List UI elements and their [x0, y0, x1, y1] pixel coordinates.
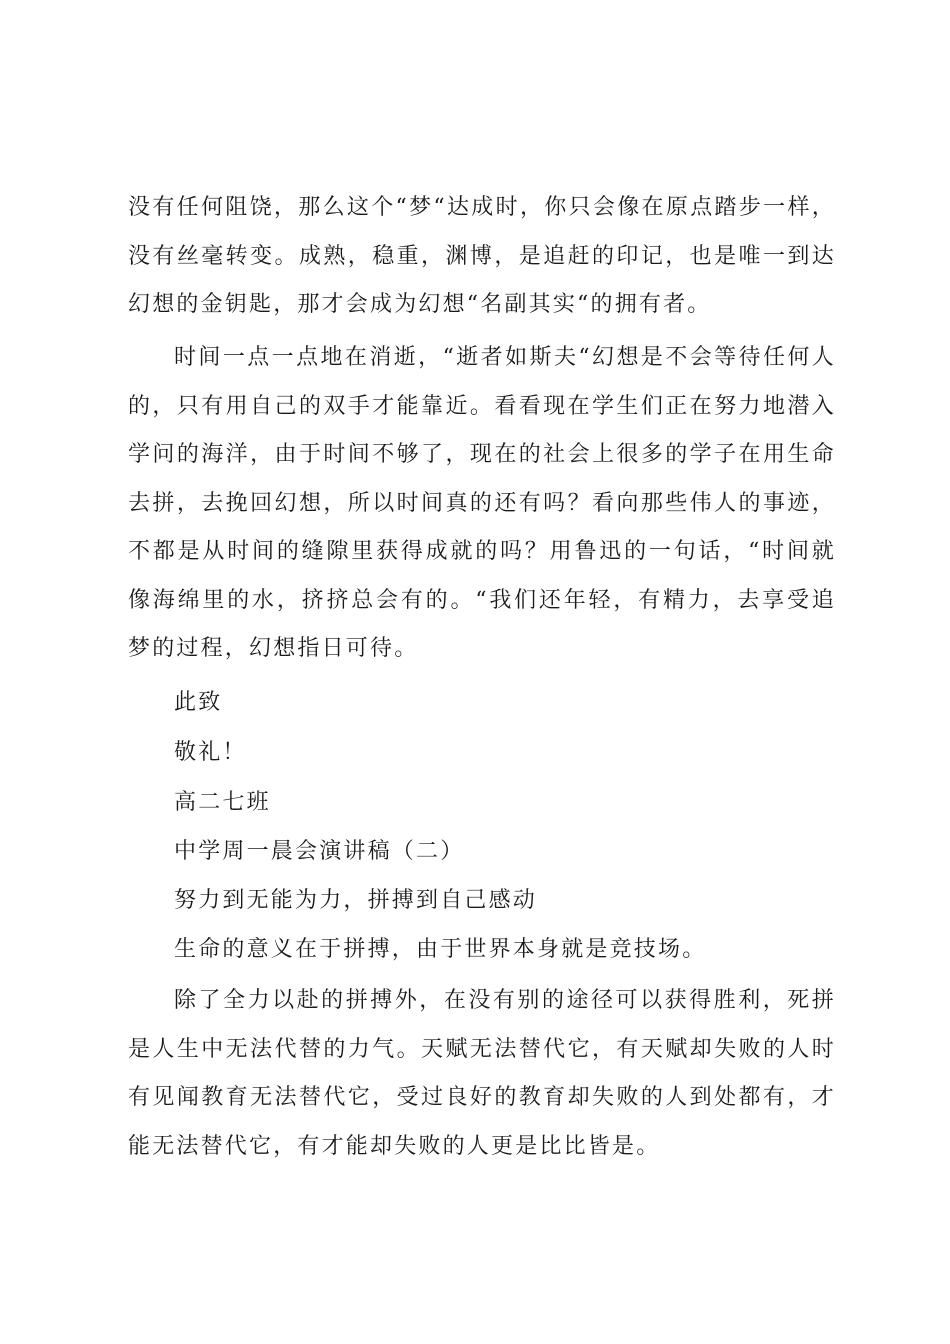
closing-line: 此致 [174, 690, 223, 715]
paragraph-3: 除了全力以赴的拼搏外，在没有别的途径可以获得胜利，死拼是人生中无法代替的力气。天赋无法替代它，有天赋却失败的人时有见闻教育无法替代它，受过良好的教育却失败的人到处都有，才能无法替代它，有才能却失败的人更是比比皆是。 [128, 988, 836, 1159]
paragraph-1: 没有任何阻饶，那么这个“梦“达成时，你只会像在原点踏步一样，没有丝毫转变。成熟，稳重，渊博，是追赶的印记，也是唯一到达幻想的金钥匙，那才会成为幻想“名副其实“的拥有者。 [128, 195, 836, 317]
speech-title: 中学周一晨会演讲稿（二） [174, 839, 465, 864]
salutation-line: 敬礼！ [174, 740, 247, 765]
paragraph-2: 时间一点一点地在消逝，“逝者如斯夫“幻想是不会等待任何人的，只有用自己的双手才能靠近。看看现在学生们正在努力地潜入学问的海洋，由于时间不够了，现在的社会上很多的学子在用生命去拼，去挽回幻想，所以时间真的还有吗？看向那些伟人的事迹，不都是从时间的缝隙里获得成就的吗？用鲁迅的一句话，“时间就像海绵里的水，挤挤总会有的。“我们还年轻，有精力，去享受追梦的过程，幻想指日可待。 [128, 345, 836, 661]
speech-subtitle: 努力到无能为力，拼搏到自己感动 [174, 888, 538, 913]
signature-line: 高二七班 [174, 790, 271, 815]
intro-line: 生命的意义在于拼搏，由于世界本身就是竞技场。 [174, 937, 707, 962]
